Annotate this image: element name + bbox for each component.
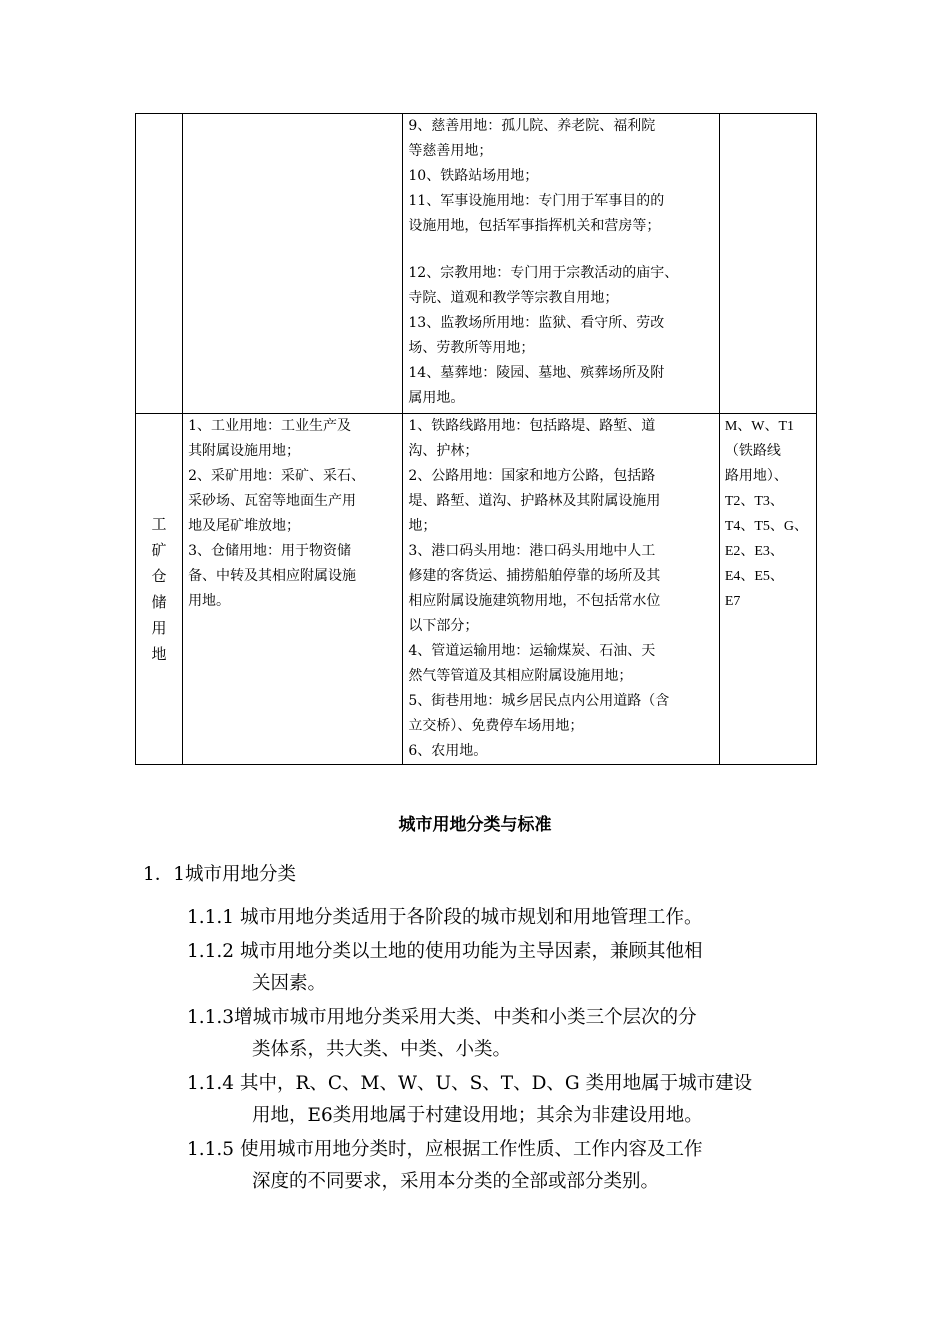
clause-continuation: 关因素。 xyxy=(252,973,327,994)
details-line: 等慈善用地； xyxy=(408,143,493,159)
details-line: 14、墓葬地：陵园、墓地、殡葬场所及附 xyxy=(408,365,665,381)
codes-line: 路用地）、 xyxy=(724,469,788,484)
details-cell xyxy=(403,414,719,765)
details-line: 场、劳教所等用地； xyxy=(408,340,535,356)
details-line: 立交桥）、免费停车场用地； xyxy=(408,718,584,734)
details-line: 9、慈善用地：孤儿院、养老院、福利院 xyxy=(408,118,656,134)
list-item xyxy=(187,936,812,1000)
scope-cell xyxy=(183,114,403,414)
scope-line: 3、仓储用地：用于物资储 xyxy=(188,543,351,559)
clause-text: 1.1.4 其中，R、C、M、W、U、S、T、D、G 类用地属于城市建设 xyxy=(187,1073,753,1094)
category-cell xyxy=(136,114,183,414)
scope-line: 其附属设施用地； xyxy=(188,443,301,459)
details-line: 10、铁路站场用地； xyxy=(408,168,539,184)
category-char: 用 xyxy=(151,619,167,637)
details-cell xyxy=(403,114,719,414)
clause-continuation: 类体系，共大类、中类、小类。 xyxy=(252,1039,512,1060)
scope-line: 用地。 xyxy=(188,593,231,609)
category-char: 地 xyxy=(151,645,167,663)
codes-cell xyxy=(719,414,816,765)
codes-cell xyxy=(719,114,816,414)
category-char: 工 xyxy=(151,515,167,533)
details-line: 12、宗教用地：专门用于宗教活动的庙宇、 xyxy=(408,265,679,281)
table-row xyxy=(136,114,817,414)
details-line: 1、铁路线路用地：包括路堤、路堑、道 xyxy=(408,418,656,434)
category-char: 仓 xyxy=(151,567,167,585)
details-line: 6、农用地。 xyxy=(408,743,488,759)
details-line: 地； xyxy=(408,518,437,534)
details-line: 3、港口码头用地：港口码头用地中人工 xyxy=(408,543,656,559)
list-item xyxy=(187,1134,812,1198)
land-use-table xyxy=(135,113,817,765)
details-line: 然气等管道及其相应附属设施用地； xyxy=(408,668,633,684)
details-line: 属用地。 xyxy=(408,390,465,406)
details-line: 相应附属设施建筑物用地，不包括常水位 xyxy=(408,593,661,609)
details-line: 堤、路堑、道沟、护路林及其附属设施用 xyxy=(408,493,661,509)
codes-line: E2、E3、 xyxy=(724,544,784,559)
scope-line: 备、中转及其相应附属设施 xyxy=(188,568,357,584)
codes-line: T2、T3、 xyxy=(724,494,784,509)
details-line: 4、管道运输用地：运输煤炭、石油、天 xyxy=(408,643,656,659)
details-line: 寺院、道观和教学等宗教自用地； xyxy=(408,290,619,306)
category-char: 矿 xyxy=(151,541,167,559)
blank-line xyxy=(408,239,713,261)
scope-cell xyxy=(183,414,403,765)
section-title: 城市用地分类与标准 xyxy=(398,815,552,835)
details-line: 修建的客货运、捕捞船舶停靠的场所及其 xyxy=(408,568,661,584)
codes-line: M、W、T1 xyxy=(724,419,795,434)
details-line: 2、公路用地：国家和地方公路，包括路 xyxy=(408,468,656,484)
category-char: 储 xyxy=(151,593,167,611)
list-item xyxy=(187,1002,812,1066)
codes-line: E7 xyxy=(724,594,741,609)
list-item xyxy=(187,902,812,934)
codes-line: T4、T5、G、 xyxy=(724,519,809,534)
heading: 1．1城市用地分类 xyxy=(143,864,297,885)
list-item xyxy=(187,1068,812,1132)
details-line: 11、军事设施用地：专门用于军事目的的 xyxy=(408,193,665,209)
details-line: 13、监教场所用地：监狱、看守所、劳改 xyxy=(408,315,665,331)
clause-continuation: 深度的不同要求，采用本分类的全部或部分类别。 xyxy=(252,1171,660,1192)
clause-text: 1.1.2 城市用地分类以土地的使用功能为主导因素，兼顾其他相 xyxy=(187,941,703,962)
scope-line: 1、工业用地：工业生产及 xyxy=(188,418,351,434)
clause-text: 1.1.5 使用城市用地分类时，应根据工作性质、工作内容及工作 xyxy=(187,1139,703,1160)
details-line: 5、街巷用地：城乡居民点内公用道路（含 xyxy=(408,693,670,709)
clause-list xyxy=(187,902,812,1200)
details-line: 以下部分； xyxy=(408,618,479,634)
clause-text: 1.1.1 城市用地分类适用于各阶段的城市规划和用地管理工作。 xyxy=(187,907,703,928)
scope-line: 采砂场、瓦窑等地面生产用 xyxy=(188,493,357,509)
codes-line: E4、E5、 xyxy=(724,569,784,584)
scope-line: 地及尾矿堆放地； xyxy=(188,518,301,534)
category-cell xyxy=(136,414,183,765)
table-row xyxy=(136,414,817,765)
scope-line: 2、采矿用地：采矿、采石、 xyxy=(188,468,365,484)
details-line: 设施用地，包括军事指挥机关和营房等； xyxy=(408,218,661,234)
clause-text: 1.1.3增城市城市用地分类采用大类、中类和小类三个层次的分 xyxy=(187,1007,697,1028)
clause-continuation: 用地，E6类用地属于村建设用地；其余为非建设用地。 xyxy=(252,1105,703,1126)
codes-line: （铁路线 xyxy=(724,444,781,459)
details-line: 沟、护林； xyxy=(408,443,479,459)
